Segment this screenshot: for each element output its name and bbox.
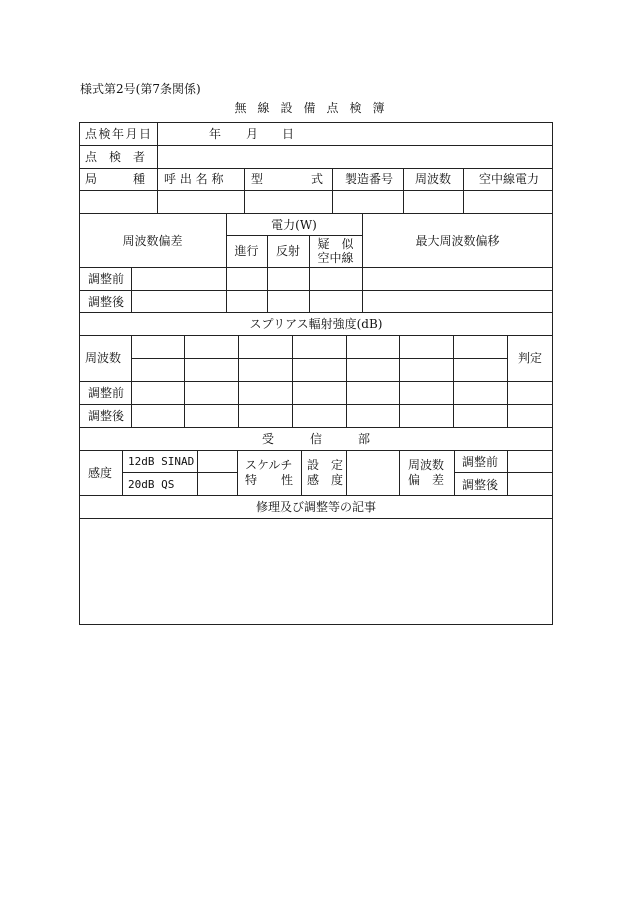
reflected-label: 反射 [275,244,300,258]
setting-sensitivity-line2: 感 度 [307,473,344,487]
inspector-label: 点 検 者 [85,150,146,164]
rx-after-label: 調整後 [462,478,499,492]
setting-sensitivity-line1: 設 定 [307,458,344,472]
spurious-after-label: 調整後 [88,409,125,423]
remarks-heading: 修理及び調整等の記事 [255,500,376,514]
station-type-label: 局 種 [85,172,146,186]
dummy-antenna-line1: 疑 似 [317,237,354,251]
day-label: 日 [282,127,295,141]
tx-after-label: 調整後 [88,295,125,309]
receiver-heading: 受 信 部 [261,432,370,446]
serial-number-label: 製造番号 [345,172,394,186]
document-title: 無線設備点検簿 [234,101,396,115]
frequency-label: 周波数 [415,172,452,186]
form-id: 様式第2号(第7条関係) [80,82,201,96]
forward-label: 進行 [234,244,259,258]
squelch-line2: 特 性 [245,473,294,487]
judgment-label: 判定 [518,351,543,365]
year-label: 年 [209,127,222,141]
spurious-frequency-label: 周波数 [85,351,122,365]
model-label: 型 式 [251,172,324,186]
rx-before-label: 調整前 [462,455,499,469]
max-deviation-label: 最大周波数偏移 [415,234,500,248]
antenna-power-label: 空中線電力 [479,172,540,186]
freq-deviation-label: 周波数偏差 [122,234,183,248]
power-label: 電力(W) [271,218,317,232]
sinad-label: 12dB SINAD [128,455,195,468]
rx-freq-deviation-line1: 周波数 [408,458,445,472]
call-sign-label: 呼 出 名 称 [164,172,224,186]
rx-freq-deviation-line2: 偏 差 [408,473,445,487]
sensitivity-label: 感度 [88,466,113,480]
qs-label: 20dB QS [128,478,175,491]
tx-before-label: 調整前 [88,272,125,286]
spurious-before-label: 調整前 [88,386,125,400]
spurious-heading: スプリアス輻射強度(dB) [249,317,383,331]
month-label: 月 [246,127,259,141]
inspection-date-label: 点検年月日 [85,127,151,141]
dummy-antenna-line2: 空中線 [317,251,354,265]
squelch-line1: スケルチ [245,458,293,472]
